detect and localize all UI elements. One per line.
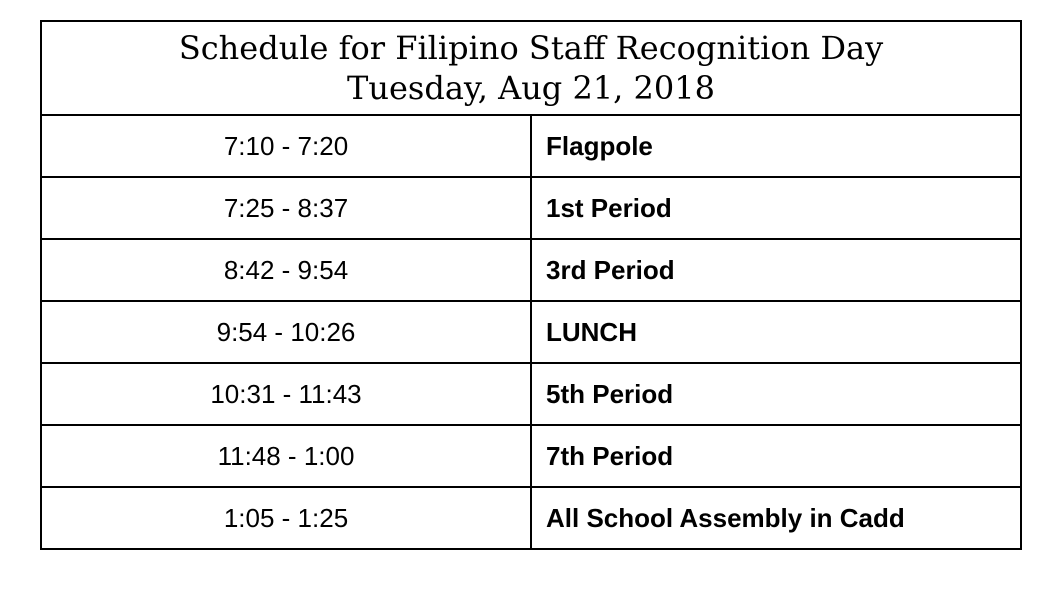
event-cell: Flagpole <box>531 115 1021 177</box>
event-cell: 3rd Period <box>531 239 1021 301</box>
table-row <box>41 239 1021 301</box>
table-row <box>41 363 1021 425</box>
schedule-table <box>40 20 1022 550</box>
event-cell: 7th Period <box>531 425 1021 487</box>
time-cell: 9:54 - 10:26 <box>41 301 531 363</box>
time-cell: 7:10 - 7:20 <box>41 115 531 177</box>
time-cell: 1:05 - 1:25 <box>41 487 531 549</box>
table-row <box>41 487 1021 549</box>
document-title: Schedule for Filipino Staff Recognition Day <box>178 29 884 67</box>
table-row <box>41 177 1021 239</box>
table-row <box>41 301 1021 363</box>
document-date: Tuesday, Aug 21, 2018 <box>347 69 715 107</box>
event-cell: 1st Period <box>531 177 1021 239</box>
table-row <box>41 425 1021 487</box>
time-cell: 8:42 - 9:54 <box>41 239 531 301</box>
time-cell: 11:48 - 1:00 <box>41 425 531 487</box>
event-cell: All School Assembly in Cadd <box>531 487 1021 549</box>
time-cell: 7:25 - 8:37 <box>41 177 531 239</box>
header-row <box>41 21 1021 115</box>
title-cell <box>41 21 1021 115</box>
event-cell: LUNCH <box>531 301 1021 363</box>
event-cell: 5th Period <box>531 363 1021 425</box>
time-cell: 10:31 - 11:43 <box>41 363 531 425</box>
table-row <box>41 115 1021 177</box>
